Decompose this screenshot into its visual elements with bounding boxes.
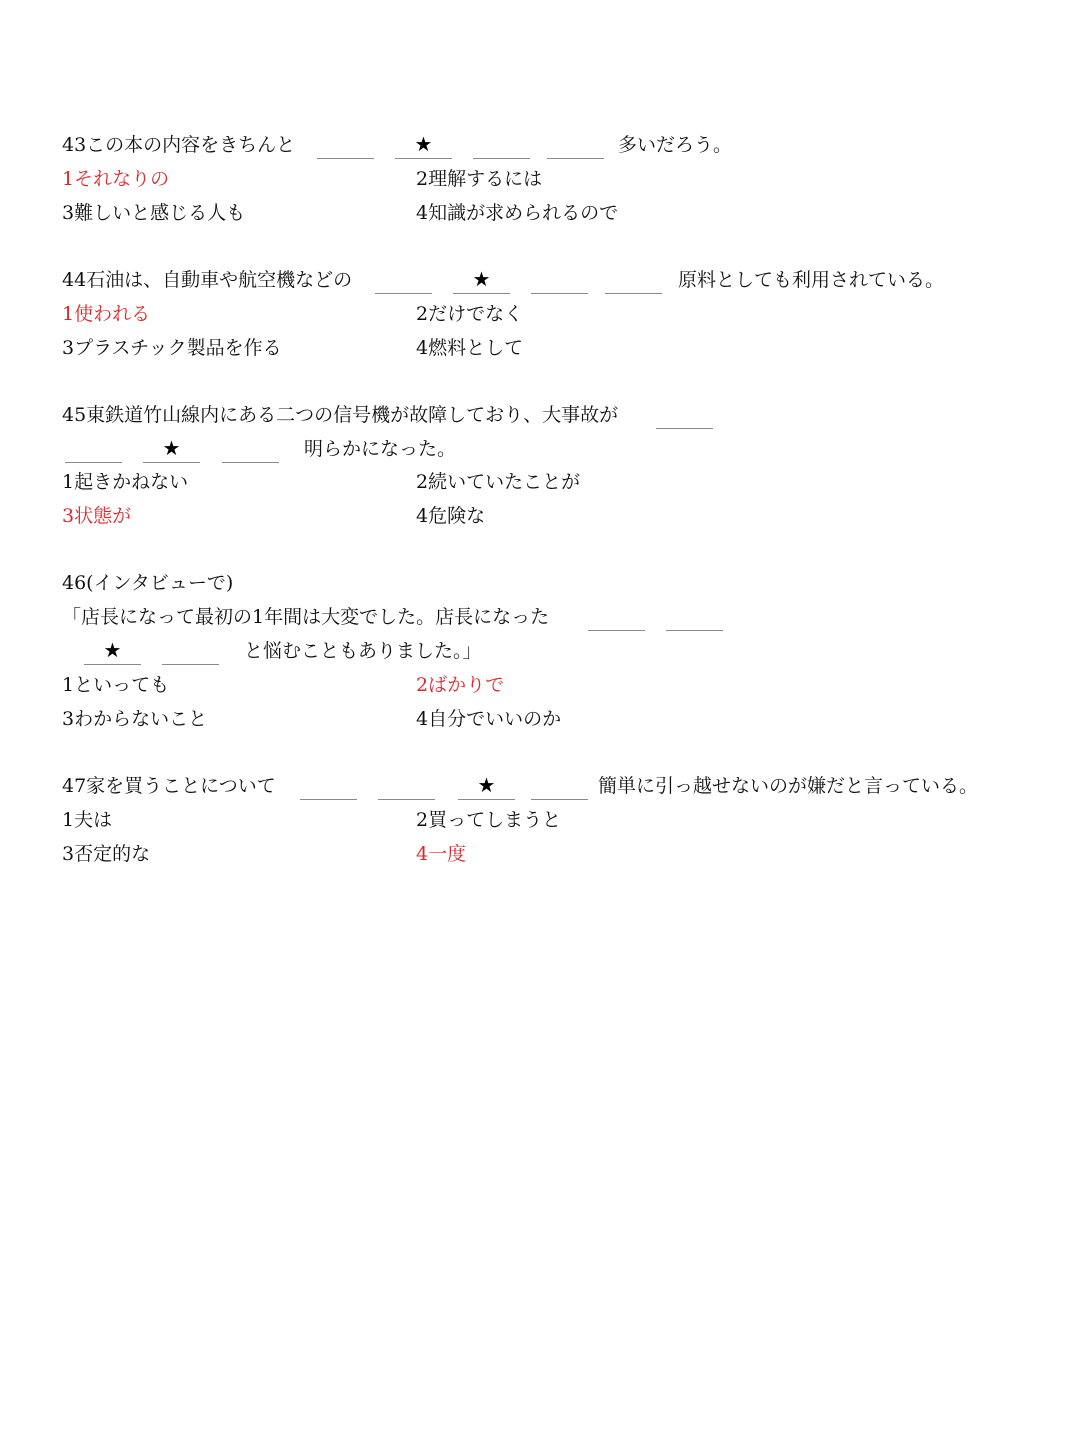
question-context: 46(インタビューで): [62, 572, 234, 594]
answer-blank: [162, 636, 219, 665]
option-1: 1使われる: [62, 303, 151, 325]
answer-blank: [588, 602, 645, 631]
answer-blank: [605, 265, 662, 294]
star-blank: ★: [143, 434, 200, 463]
question-text-suffix: 原料としても利用されている。: [678, 269, 945, 291]
option-3: 3否定的な: [62, 843, 151, 865]
question-text: 43この本の内容をきちんと: [62, 134, 296, 156]
option-4: 4知識が求められるので: [416, 202, 619, 224]
answer-blank: [300, 771, 357, 800]
option-4: 4燃料として: [416, 337, 524, 359]
star-blank: ★: [84, 636, 141, 665]
option-2: 2買ってしまうと: [416, 809, 562, 831]
option-2: 2理解するには: [416, 168, 543, 190]
option-4: 4危険な: [416, 505, 486, 527]
answer-blank: [375, 265, 432, 294]
option-3: 3状態が: [62, 505, 132, 527]
question-text-suffix: と悩むこともありました。」: [244, 640, 482, 662]
answer-blank: [65, 434, 122, 463]
option-2: 2だけでなく: [416, 303, 524, 325]
option-4: 4一度: [416, 843, 467, 865]
option-4: 4自分でいいのか: [416, 708, 562, 730]
question-text-suffix: 多いだろう。: [618, 134, 733, 156]
option-2: 2ばかりで: [416, 674, 505, 696]
answer-blank: [547, 130, 604, 159]
option-3: 3わからないこと: [62, 708, 208, 730]
question-text-suffix: 明らかになった。: [304, 438, 457, 460]
answer-blank: [317, 130, 374, 159]
question-text-suffix: 簡単に引っ越せないのが嫌だと言っている。: [598, 775, 979, 797]
option-3: 3難しいと感じる人も: [62, 202, 246, 224]
answer-blank: [666, 602, 723, 631]
option-1: 1起きかねない: [62, 471, 189, 493]
option-1: 1それなりの: [62, 168, 170, 190]
answer-blank: [222, 434, 279, 463]
option-2: 2続いていたことが: [416, 471, 581, 493]
option-1: 1夫は: [62, 809, 113, 831]
answer-blank: [531, 771, 588, 800]
question-text: 44石油は、自動車や航空機などの: [62, 269, 353, 291]
star-blank: ★: [395, 130, 452, 159]
star-blank: ★: [458, 771, 515, 800]
question-text: 「店長になって最初の1年間は大変でした。店長になった: [62, 606, 550, 628]
option-3: 3プラスチック製品を作る: [62, 337, 282, 359]
option-1: 1といっても: [62, 674, 170, 696]
answer-blank: [473, 130, 530, 159]
question-text: 47家を買うことについて: [62, 775, 276, 797]
star-blank: ★: [453, 265, 510, 294]
question-text: 45東鉄道竹山線内にある二つの信号機が故障しており、大事故が: [62, 404, 619, 426]
answer-blank: [656, 400, 713, 429]
answer-blank: [531, 265, 588, 294]
answer-blank: [378, 771, 435, 800]
